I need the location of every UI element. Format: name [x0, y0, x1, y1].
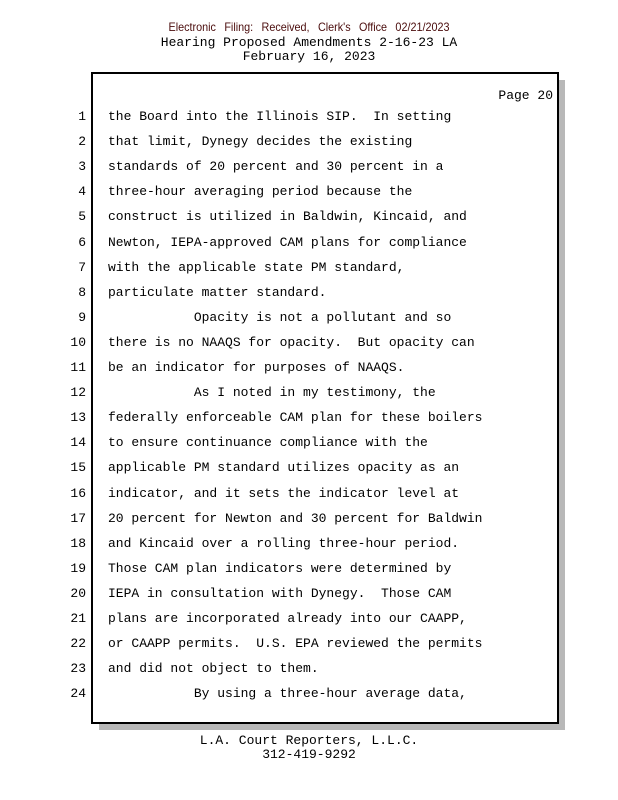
line-text: applicable PM standard utilizes opacity as an — [108, 460, 460, 476]
line-number: 5 — [78, 209, 86, 225]
line-number: 7 — [78, 259, 86, 275]
line-text: and Kincaid over a rolling three-hour period. — [108, 535, 460, 551]
transcript-line — [0, 536, 618, 556]
line-number: 1 — [78, 109, 86, 124]
transcript-line — [0, 360, 618, 380]
line-number: 3 — [78, 159, 86, 175]
line-number: 10 — [70, 334, 86, 350]
transcript-line — [0, 586, 618, 606]
line-number: 19 — [70, 560, 86, 576]
transcript-line — [0, 636, 618, 656]
line-number: 4 — [78, 184, 86, 200]
transcript-line — [0, 285, 618, 305]
transcript-line — [0, 611, 618, 631]
line-text: As I noted in my testimony, the — [108, 385, 436, 401]
filing-stamp: Electronic Filing: Received, Clerk's Office 02/21/2023 — [168, 20, 450, 34]
transcript-line — [0, 460, 618, 480]
line-text: there is no NAAQS for opacity. But opacity can — [108, 334, 475, 350]
line-text: By using a three-hour average data, — [108, 686, 467, 702]
line-number: 11 — [70, 360, 86, 375]
line-text: plans are incorporated already into our CAAPP, — [108, 611, 467, 626]
line-text: Those CAM plan indicators were determined by — [108, 560, 452, 576]
line-number: 18 — [70, 535, 86, 551]
line-number: 21 — [70, 611, 86, 626]
line-number: 15 — [70, 460, 86, 476]
transcript-line — [0, 385, 618, 405]
line-number: 20 — [70, 585, 86, 601]
transcript-line — [0, 134, 618, 154]
transcript-line — [0, 661, 618, 681]
document-date: February 16, 2023 — [242, 49, 376, 64]
line-text: federally enforceable CAM plan for these boilers — [108, 410, 483, 426]
transcript-line — [0, 109, 618, 129]
transcript-line — [0, 235, 618, 255]
transcript-line — [0, 435, 618, 455]
transcript-line — [0, 159, 618, 179]
transcript-line — [0, 686, 618, 706]
transcript-line — [0, 486, 618, 506]
line-number: 12 — [70, 385, 86, 401]
line-number: 2 — [78, 134, 86, 150]
line-number: 17 — [70, 510, 86, 526]
line-text: three-hour averaging period because the — [108, 184, 413, 200]
transcript-line — [0, 209, 618, 229]
line-text: 20 percent for Newton and 30 percent for Baldwin — [108, 510, 483, 526]
line-text: indicator, and it sets the indicator level at — [108, 485, 460, 501]
line-number: 9 — [78, 309, 86, 325]
line-number: 23 — [70, 661, 86, 677]
line-text: and did not object to them. — [108, 661, 319, 677]
line-text: with the applicable state PM standard, — [108, 259, 405, 275]
line-text: particulate matter standard. — [108, 284, 327, 300]
line-text: the Board into the Illinois SIP. In setting — [108, 109, 452, 124]
line-text: standards of 20 percent and 30 percent in a — [108, 159, 444, 175]
line-number: 16 — [70, 485, 86, 501]
transcript-line — [0, 310, 618, 330]
line-text: that limit, Dynegy decides the existing — [108, 134, 413, 150]
line-number: 14 — [70, 435, 86, 451]
reporter-phone: 312-419-9292 — [262, 747, 356, 762]
line-text: to ensure continuance compliance with the — [108, 435, 428, 451]
transcript-line — [0, 184, 618, 204]
line-text: be an indicator for purposes of NAAQS. — [108, 360, 405, 375]
transcript-line — [0, 511, 618, 531]
line-text: IEPA in consultation with Dynegy. Those CAM — [108, 585, 452, 601]
reporter-name: L.A. Court Reporters, L.L.C. — [199, 733, 419, 748]
transcript-line — [0, 410, 618, 430]
transcript-line — [0, 561, 618, 581]
line-number: 13 — [70, 410, 86, 426]
line-number: 22 — [70, 636, 86, 652]
line-text: Opacity is not a pollutant and so — [108, 309, 452, 325]
line-text: or CAAPP permits. U.S. EPA reviewed the permits — [108, 636, 483, 652]
line-number: 24 — [70, 686, 86, 702]
transcript-line — [0, 335, 618, 355]
line-text: Newton, IEPA-approved CAM plans for compliance — [108, 234, 467, 250]
line-text: construct is utilized in Baldwin, Kincaid, and — [108, 209, 467, 225]
page-number: Page 20 — [498, 88, 553, 103]
line-number: 8 — [78, 284, 86, 300]
line-number: 6 — [78, 234, 86, 250]
document-title: Hearing Proposed Amendments 2-16-23 LA — [160, 35, 458, 50]
transcript-line — [0, 260, 618, 280]
